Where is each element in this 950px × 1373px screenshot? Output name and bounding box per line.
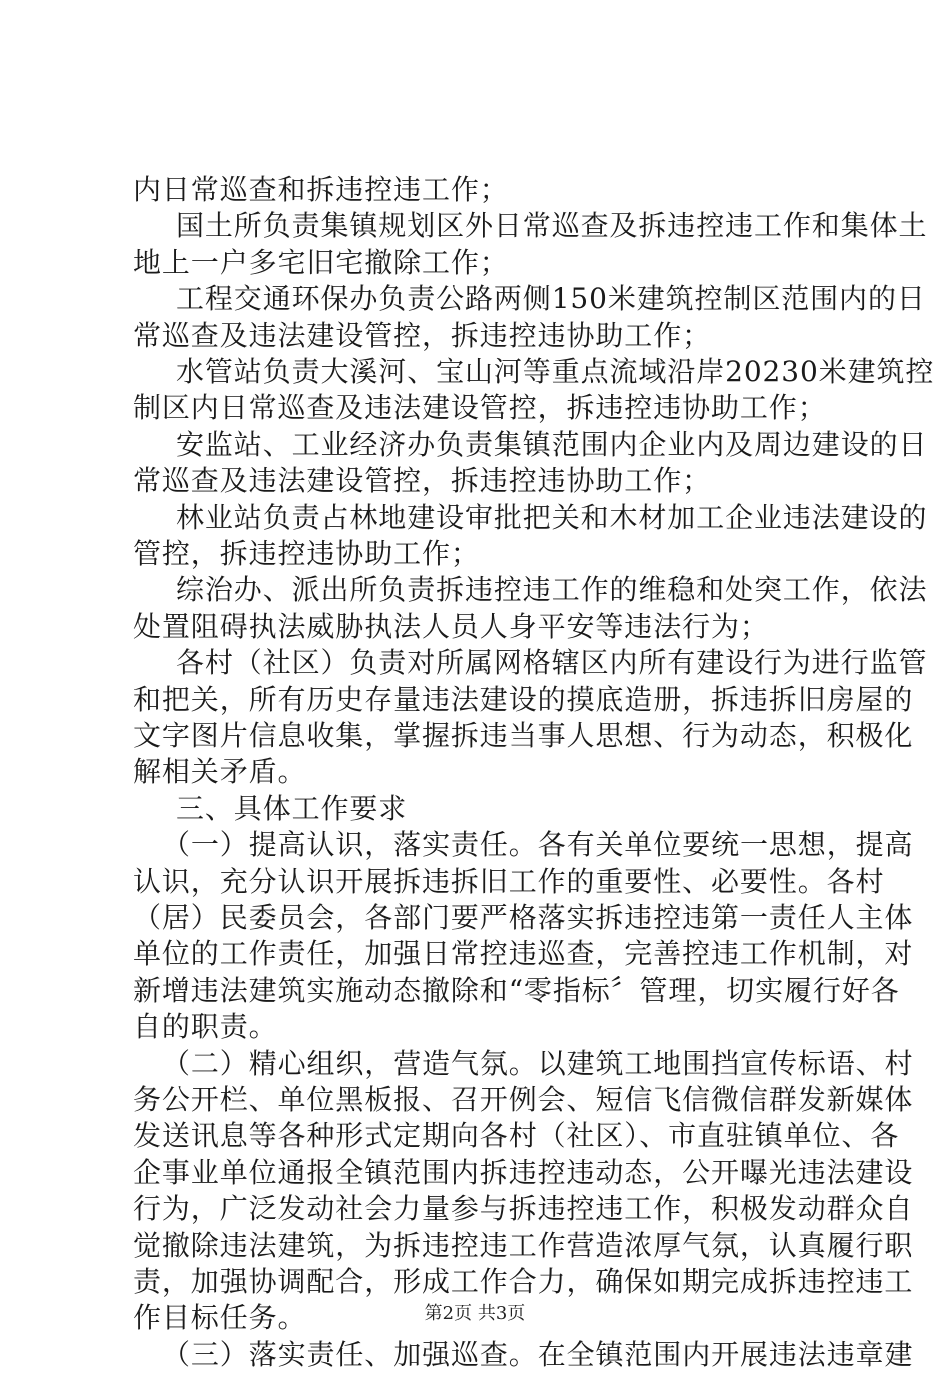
text-line: 管控，拆违控违协助工作；: [133, 537, 480, 570]
text-line: 解相关矛盾。: [133, 755, 307, 788]
section-heading: 三、具体工作要求: [176, 792, 408, 825]
text-line: 新增违法建筑实施动态撤除和“零指标〞管理，切实履行好各: [133, 974, 900, 1007]
text-line: 各村（社区）负责对所属网格辖区内所有建设行为进行监管: [176, 646, 928, 679]
text-line: （一）提高认识，落实责任。各有关单位要统一思想，提高: [162, 828, 914, 861]
text-line: 作目标任务。: [133, 1301, 307, 1334]
text-line: 责，加强协调配合，形成工作合力，确保如期完成拆违控违工: [133, 1265, 914, 1298]
text-line: 务公开栏、单位黑板报、召开例会、短信飞信微信群发新媒体: [133, 1083, 914, 1116]
text-line: 内日常巡查和拆违控违工作；: [133, 173, 509, 206]
text-line: 国土所负责集镇规划区外日常巡查及拆违控违工作和集体土: [176, 209, 928, 242]
text-line: 发送讯息等各种形式定期向各村（社区）、市直驻镇单位、各: [133, 1119, 900, 1152]
text-line: 行为，广泛发动社会力量参与拆违控违工作，积极发动群众自: [133, 1192, 914, 1225]
text-line: （三）落实责任、加强巡查。在全镇范围内开展违法违章建: [162, 1338, 914, 1371]
text-line: 水管站负责大溪河、宝山河等重点流域沿岸20230米建筑控: [176, 355, 935, 388]
text-line: 自的职责。: [133, 1010, 278, 1043]
text-line: 认识，充分认识开展拆违拆旧工作的重要性、必要性。各村: [133, 865, 885, 898]
text-line: （二）精心组织，营造气氛。以建筑工地围挡宣传标语、村: [162, 1047, 914, 1080]
page-number: 第2页 共3页: [424, 1303, 526, 1324]
text-line: 常巡查及违法建设管控，拆违控违协助工作；: [133, 464, 712, 497]
text-line: 处置阻碍执法威胁执法人员人身平安等违法行为；: [133, 610, 769, 643]
text-line: 常巡查及违法建设管控，拆违控违协助工作；: [133, 319, 712, 352]
text-line: 单位的工作责任，加强日常控违巡查，完善控违工作机制，对: [133, 937, 914, 970]
text-line: 安监站、工业经济办负责集镇范围内企业内及周边建设的日: [176, 428, 928, 461]
text-line: 和把关，所有历史存量违法建设的摸底造册，拆违拆旧房屋的: [133, 683, 914, 716]
text-line: 林业站负责占林地建设审批把关和木材加工企业违法建设的: [176, 501, 928, 534]
text-line: 地上一户多宅旧宅撤除工作；: [133, 246, 509, 279]
text-line: 觉撤除违法建筑，为拆违控违工作营造浓厚气氛，认真履行职: [133, 1229, 914, 1262]
text-line: 制区内日常巡查及违法建设管控，拆违控违协助工作；: [133, 391, 827, 424]
text-line: 工程交通环保办负责公路两侧150米建筑控制区范围内的日: [176, 282, 926, 315]
text-line: 综治办、派出所负责拆违控违工作的维稳和处突工作，依法: [176, 573, 928, 606]
text-line: （居）民委员会，各部门要严格落实拆违控违第一责任人主体: [133, 901, 914, 934]
text-line: 文字图片信息收集，掌握拆违当事人思想、行为动态，积极化: [133, 719, 914, 752]
text-line: 企事业单位通报全镇范围内拆违控违动态，公开曝光违法建设: [133, 1156, 914, 1189]
